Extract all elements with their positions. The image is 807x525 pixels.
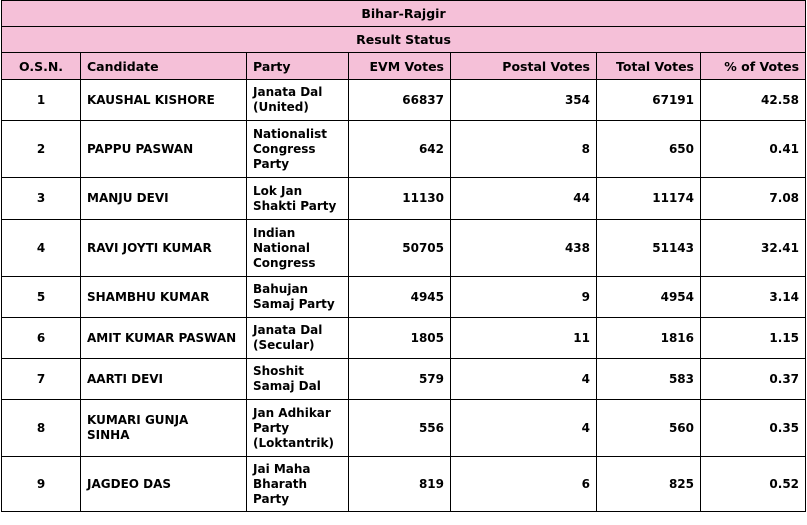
cell-party-line: Congress: [253, 255, 316, 270]
table-row: [2, 457, 806, 512]
cell-candidate: AMIT KUMAR PASWAN: [81, 318, 247, 359]
cell-postal-votes: 44: [451, 178, 597, 220]
cell-party: [247, 457, 349, 512]
cell-party-line: Bahujan: [253, 282, 309, 296]
header-total-votes: Total Votes: [597, 53, 701, 80]
header-postal-votes: Postal Votes: [451, 53, 597, 80]
cell-candidate-line: SINHA: [87, 428, 130, 442]
cell-postal-votes: 438: [451, 220, 597, 277]
cell-osn: 4: [2, 220, 81, 277]
cell-evm-votes: 819: [349, 457, 451, 512]
cell-total-votes: 583: [597, 359, 701, 400]
cell-total-votes: 650: [597, 121, 701, 178]
cell-party: [247, 400, 349, 457]
header-percent-votes: % of Votes: [701, 53, 806, 80]
cell-postal-votes: 4: [451, 359, 597, 400]
cell-evm-votes: 4945: [349, 277, 451, 318]
cell-percent-votes: 0.35: [701, 400, 806, 457]
title-row: [2, 1, 806, 27]
cell-party-line: Bharath: [253, 476, 308, 491]
cell-party-line: Janata Dal: [253, 323, 323, 337]
header-evm-votes: EVM Votes: [349, 53, 451, 80]
cell-party: [247, 80, 349, 121]
cell-party: [247, 220, 349, 277]
table-row: [2, 220, 806, 277]
table-row: [2, 318, 806, 359]
cell-evm-votes: 11130: [349, 178, 451, 220]
cell-total-votes: 1816: [597, 318, 701, 359]
cell-osn: 9: [2, 457, 81, 512]
cell-party-line: (Secular): [253, 338, 315, 352]
cell-total-votes: 51143: [597, 220, 701, 277]
cell-party-line: Shoshit: [253, 364, 304, 378]
cell-party-line: Nationalist: [253, 126, 327, 141]
cell-party-line: Party: [253, 156, 290, 171]
cell-postal-votes: 8: [451, 121, 597, 178]
cell-party-line: Lok Jan: [253, 183, 303, 198]
cell-total-votes: 67191: [597, 80, 701, 121]
cell-total-votes: 825: [597, 457, 701, 512]
cell-osn: 2: [2, 121, 81, 178]
cell-evm-votes: 1805: [349, 318, 451, 359]
cell-percent-votes: 32.41: [701, 220, 806, 277]
cell-party-line: Party: [253, 491, 290, 506]
cell-osn: 3: [2, 178, 81, 220]
cell-candidate: [81, 400, 247, 457]
cell-evm-votes: 66837: [349, 80, 451, 121]
cell-party-line: Party: [253, 420, 290, 435]
cell-postal-votes: 4: [451, 400, 597, 457]
cell-total-votes: 560: [597, 400, 701, 457]
cell-percent-votes: 0.41: [701, 121, 806, 178]
cell-percent-votes: 0.52: [701, 457, 806, 512]
cell-osn: 8: [2, 400, 81, 457]
cell-postal-votes: 354: [451, 80, 597, 121]
cell-party-line: Shakti Party: [253, 198, 337, 213]
cell-party-line: Jan Adhikar: [253, 405, 331, 420]
cell-candidate: KAUSHAL KISHORE: [81, 80, 247, 121]
cell-candidate: JAGDEO DAS: [81, 457, 247, 512]
table-row: [2, 359, 806, 400]
cell-total-votes: 11174: [597, 178, 701, 220]
cell-evm-votes: 50705: [349, 220, 451, 277]
header-candidate: Candidate: [81, 53, 247, 80]
cell-candidate: RAVI JOYTI KUMAR: [81, 220, 247, 277]
cell-party-line: (United): [253, 100, 309, 114]
header-party: Party: [247, 53, 349, 80]
cell-percent-votes: 1.15: [701, 318, 806, 359]
table-row: [2, 80, 806, 121]
cell-osn: 6: [2, 318, 81, 359]
cell-postal-votes: 11: [451, 318, 597, 359]
cell-party-line: Jai Maha: [253, 461, 311, 476]
results-table: [1, 0, 806, 512]
table-subtitle: Result Status: [2, 27, 806, 53]
cell-percent-votes: 7.08: [701, 178, 806, 220]
cell-percent-votes: 42.58: [701, 80, 806, 121]
cell-party: [247, 121, 349, 178]
cell-party-line: (Loktantrik): [253, 435, 334, 450]
cell-candidate: PAPPU PASWAN: [81, 121, 247, 178]
cell-candidate: MANJU DEVI: [81, 178, 247, 220]
table-row: [2, 178, 806, 220]
cell-osn: 5: [2, 277, 81, 318]
cell-postal-votes: 6: [451, 457, 597, 512]
cell-party: [247, 178, 349, 220]
cell-party-line: Samaj Dal: [253, 379, 321, 393]
cell-osn: 1: [2, 80, 81, 121]
cell-candidate: SHAMBHU KUMAR: [81, 277, 247, 318]
table-row: [2, 277, 806, 318]
cell-percent-votes: 0.37: [701, 359, 806, 400]
cell-party: [247, 277, 349, 318]
cell-party-line: National: [253, 240, 310, 255]
cell-evm-votes: 556: [349, 400, 451, 457]
cell-evm-votes: 579: [349, 359, 451, 400]
cell-candidate-line: KUMARI GUNJA: [87, 413, 189, 427]
cell-party: [247, 318, 349, 359]
header-row: [2, 53, 806, 80]
cell-party: [247, 359, 349, 400]
cell-postal-votes: 9: [451, 277, 597, 318]
subtitle-row: [2, 27, 806, 53]
cell-party-line: Congress: [253, 141, 316, 156]
cell-party-line: Janata Dal: [253, 85, 323, 99]
cell-evm-votes: 642: [349, 121, 451, 178]
cell-candidate: AARTI DEVI: [81, 359, 247, 400]
cell-party-line: Samaj Party: [253, 297, 335, 311]
table-row: [2, 400, 806, 457]
table-title: Bihar-Rajgir: [2, 1, 806, 27]
cell-total-votes: 4954: [597, 277, 701, 318]
header-osn: O.S.N.: [2, 53, 81, 80]
cell-osn: 7: [2, 359, 81, 400]
cell-percent-votes: 3.14: [701, 277, 806, 318]
table-row: [2, 121, 806, 178]
cell-party-line: Indian: [253, 225, 296, 240]
